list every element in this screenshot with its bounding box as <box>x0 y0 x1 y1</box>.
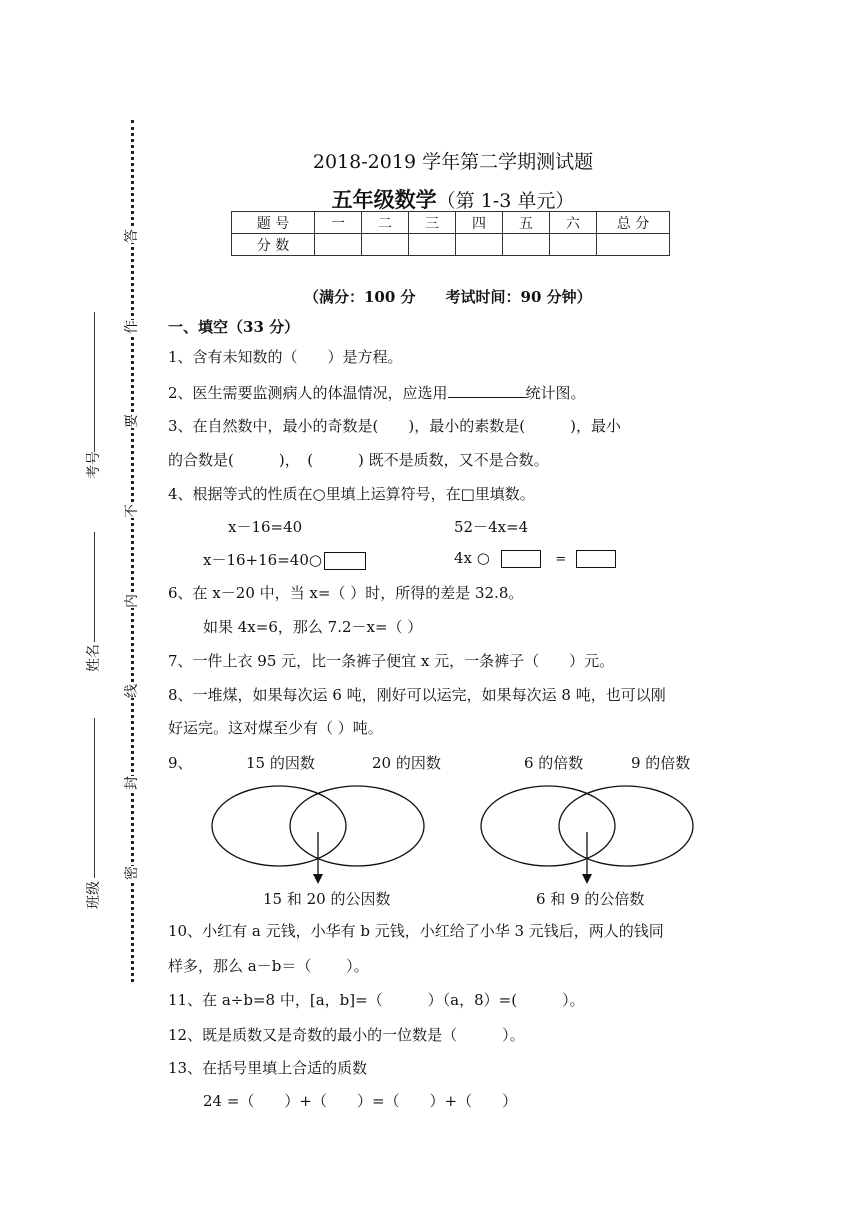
score-table <box>231 211 670 256</box>
score-header-cell: 题 号 <box>232 212 315 234</box>
answer-box[interactable] <box>501 550 541 568</box>
question-9-number: 9、 <box>168 754 193 772</box>
margin-char: 要 <box>118 414 144 428</box>
equation-1-step <box>203 549 366 570</box>
equation-2-step-text: 4x ○ <box>454 549 490 567</box>
question-4: 4、根据等式的性质在○里填上运算符号，在□里填数。 <box>168 485 535 503</box>
venn-circle-9 <box>559 786 693 866</box>
score-header-cell: 四 <box>456 212 503 234</box>
venn-common-multiples: 6 和 9 的公倍数 <box>536 890 645 908</box>
margin-char: 封 <box>118 776 144 790</box>
arrow-down-icon <box>582 874 592 884</box>
margin-char: 线 <box>118 684 144 698</box>
margin-char: 作 <box>118 320 144 334</box>
exam-title-units: （第 1-3 单元） <box>436 190 575 212</box>
score-header-cell: 六 <box>550 212 597 234</box>
question-13-equation: 24 =（ ）+（ ）=（ ）+（ ） <box>203 1092 518 1110</box>
venn-common-factors: 15 和 20 的公因数 <box>263 890 391 908</box>
venn-circle-15 <box>212 786 346 866</box>
score-row-label: 分 数 <box>232 234 315 256</box>
question-1: 1、含有未知数的（ ）是方程。 <box>168 348 403 366</box>
equation-2: 52－4x=4 <box>454 518 529 536</box>
arrow-down-icon <box>313 874 323 884</box>
exam-number-label: 考号 <box>86 451 102 479</box>
name-line <box>94 532 95 642</box>
score-header-cell: 二 <box>362 212 409 234</box>
venn-circle-6 <box>481 786 615 866</box>
score-cell[interactable] <box>362 234 409 256</box>
question-7: 7、一件上衣 95 元，比一条裤子便宜 x 元，一条裤子（ ）元。 <box>168 652 615 670</box>
question-2 <box>168 382 586 403</box>
equation-1: x－16=40 <box>228 518 303 536</box>
answer-box[interactable] <box>324 552 366 570</box>
score-header-cell: 总 分 <box>597 212 670 234</box>
question-11: 11、在 a÷b=8 中，[a，b]=（ ）（a，8）=( ）。 <box>168 991 585 1009</box>
exam-info: （满分：100 分 考试时间：90 分钟） <box>304 288 592 306</box>
question-2-text-end: 统计图。 <box>525 384 586 402</box>
question-10-line2: 样多，那么 a－b＝（ ）。 <box>168 957 369 975</box>
exam-title-main <box>0 184 860 214</box>
venn-label-factors-15: 15 的因数 <box>246 754 315 772</box>
score-cell[interactable] <box>550 234 597 256</box>
exam-number-line <box>94 312 95 452</box>
binding-dotted-line <box>131 120 134 982</box>
score-header-cell: 五 <box>503 212 550 234</box>
score-cell[interactable] <box>456 234 503 256</box>
score-cell[interactable] <box>409 234 456 256</box>
score-table-value-row <box>232 234 670 256</box>
equals-sign: = <box>555 552 567 567</box>
exam-title-subject: 五年级数学 <box>331 188 437 212</box>
question-3-line2: 的合数是( )， ( ) 既不是质数，又不是合数。 <box>168 451 549 469</box>
name-label: 姓名 <box>86 644 102 672</box>
answer-box[interactable] <box>576 550 616 568</box>
question-13: 13、在括号里填上合适的质数 <box>168 1059 368 1077</box>
score-header-cell: 三 <box>409 212 456 234</box>
score-cell[interactable] <box>597 234 670 256</box>
question-3-line1: 3、在自然数中，最小的奇数是( )，最小的素数是( )，最小 <box>168 417 621 435</box>
margin-char: 答 <box>118 229 144 243</box>
score-table-header-row <box>232 212 670 234</box>
venn-label-factors-20: 20 的因数 <box>372 754 441 772</box>
margin-char: 不 <box>118 504 144 518</box>
class-line <box>94 718 95 878</box>
question-8-line2: 好运完。这对煤至少有（ ）吨。 <box>168 719 383 737</box>
equation-2-step <box>454 549 616 568</box>
equation-1-step-text: x－16+16=40○ <box>203 551 322 569</box>
question-2-text: 2、医生需要监测病人的体温情况，应选用 <box>168 384 448 402</box>
venn-circle-20 <box>290 786 424 866</box>
exam-title-year: 2018-2019 学年第二学期测试题 <box>312 151 594 173</box>
margin-char: 内 <box>118 594 144 608</box>
score-cell[interactable] <box>503 234 550 256</box>
question-6-line1: 6、在 x－20 中，当 x=（ ）时，所得的差是 32.8。 <box>168 584 524 602</box>
margin-char: 密 <box>118 866 144 880</box>
score-cell[interactable] <box>315 234 362 256</box>
answer-blank[interactable] <box>448 383 526 398</box>
class-label: 班级 <box>86 881 102 909</box>
venn-label-multiples-6: 6 的倍数 <box>524 754 584 772</box>
score-header-cell: 一 <box>315 212 362 234</box>
question-12: 12、既是质数又是奇数的最小的一位数是（ ）。 <box>168 1026 525 1044</box>
section-title: 一、填空（33 分） <box>168 318 300 336</box>
question-8-line1: 8、一堆煤，如果每次运 6 吨，刚好可以运完，如果每次运 8 吨，也可以刚 <box>168 686 666 704</box>
question-6-line2: 如果 4x=6，那么 7.2－x=（ ） <box>203 618 423 636</box>
venn-label-multiples-9: 9 的倍数 <box>631 754 691 772</box>
question-10-line1: 10、小红有 a 元钱，小华有 b 元钱，小红给了小华 3 元钱后，两人的钱同 <box>168 922 664 940</box>
